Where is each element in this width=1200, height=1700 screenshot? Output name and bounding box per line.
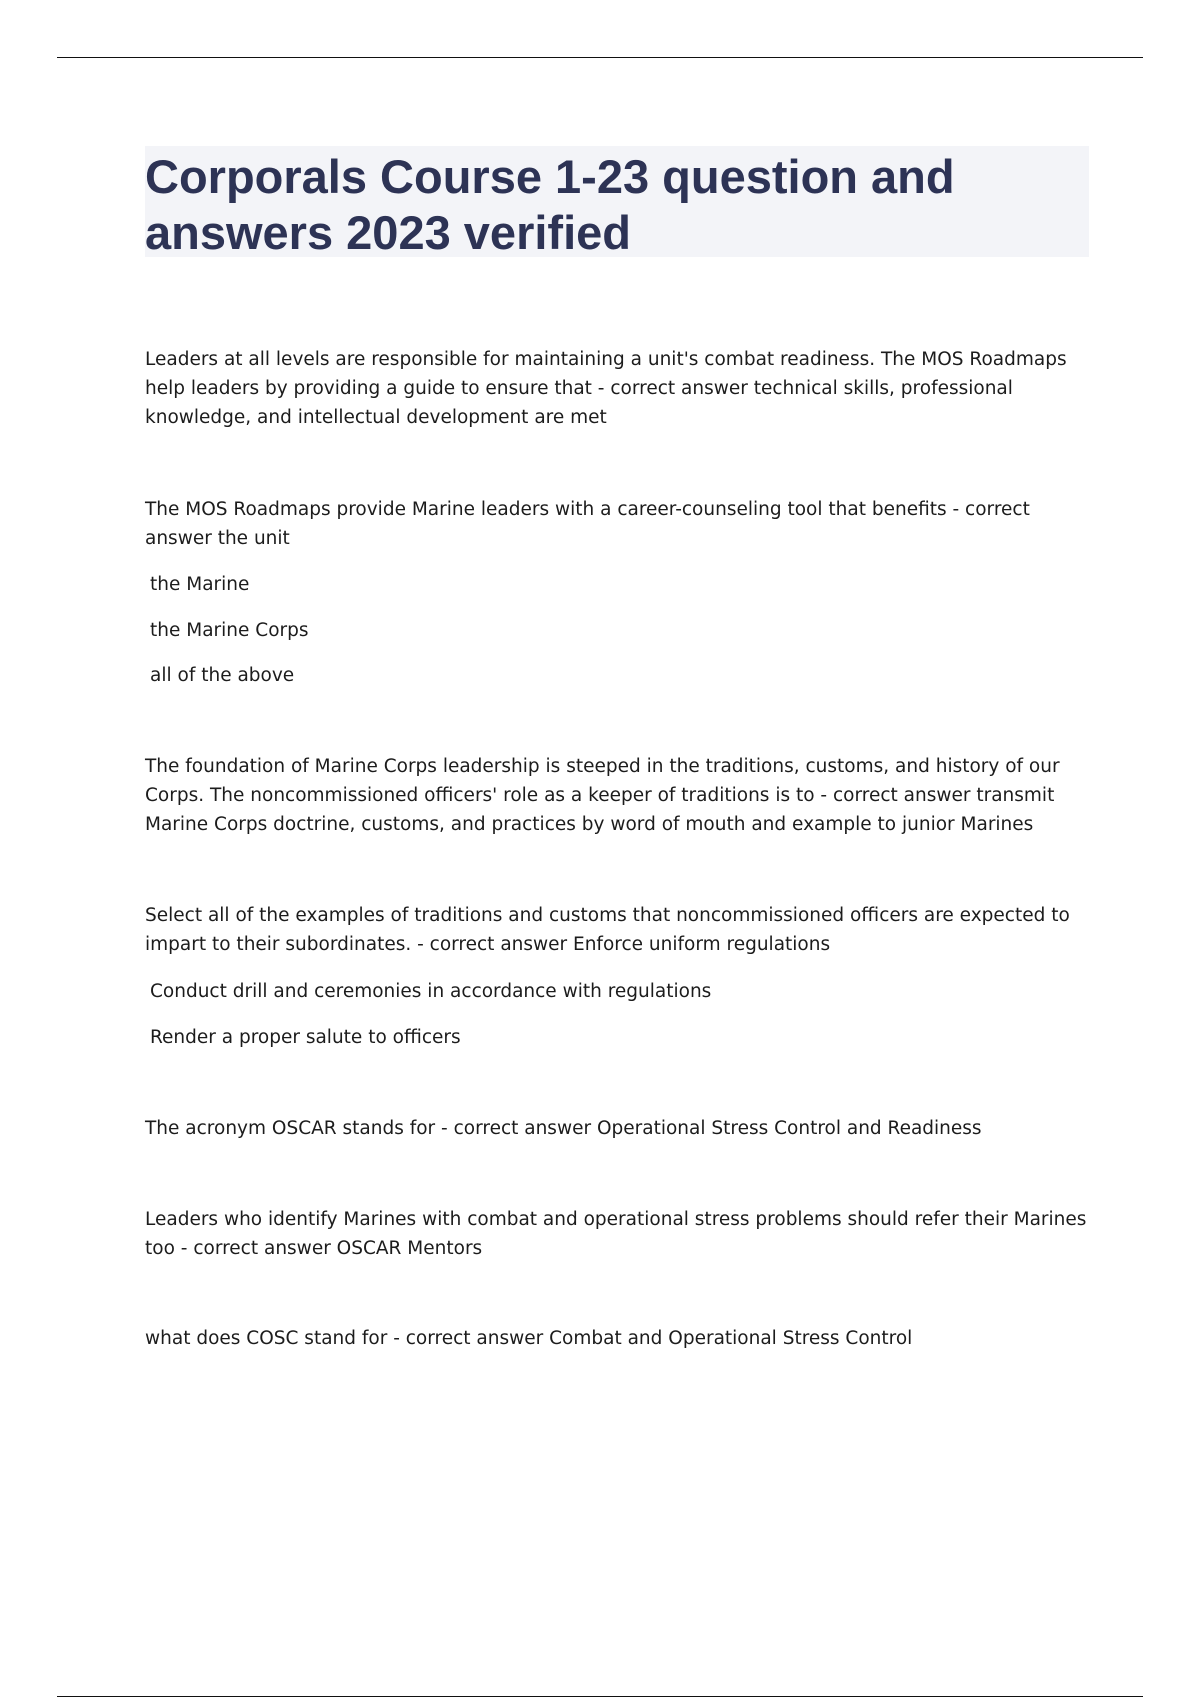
qa-item-4: Select all of the examples of traditions and customs that noncommissioned officers are expected to impart to their subordinates. - correct answer Enforce uniform regulations	[145, 905, 1070, 955]
qa-item-3: The foundation of Marine Corps leadership is steeped in the traditions, customs, and history of our Corps. The noncommissioned officers' role as a keeper of traditions is to - correct answer transmit Marine Corps doctrine, customs, and practices by word of mouth and example to junior Marines	[145, 756, 1060, 835]
qa-item-2-option-1: the Marine	[150, 574, 250, 595]
qa-item-6: Leaders who identify Marines with combat and operational stress problems should refer their Marines too - correct answer OSCAR Mentors	[145, 1209, 1087, 1259]
qa-item-2: The MOS Roadmaps provide Marine leaders with a career-counseling tool that benefits - correct answer the unit	[145, 499, 1030, 549]
qa-item-2-option-2: the Marine Corps	[150, 620, 309, 641]
bottom-rule	[57, 1696, 1143, 1697]
top-rule	[57, 57, 1143, 58]
page-title: Corporals Course 1-23 question and answers 2023 verified	[145, 150, 955, 259]
qa-item-7: what does COSC stand for - correct answer Combat and Operational Stress Control	[145, 1328, 913, 1349]
qa-item-2-option-3: all of the above	[150, 665, 295, 686]
qa-item-4-option-2: Render a proper salute to officers	[150, 1027, 461, 1048]
title-banner	[145, 146, 1089, 257]
qa-item-4-option-1: Conduct drill and ceremonies in accordance with regulations	[150, 981, 712, 1002]
qa-item-1: Leaders at all levels are responsible for maintaining a unit's combat readiness. The MOS Roadmaps help leaders by providing a guide to ensure that - correct answer technical skills, professional knowledge, and intellectual development are met	[145, 349, 1067, 428]
qa-item-5: The acronym OSCAR stands for - correct answer Operational Stress Control and Readiness	[145, 1118, 982, 1139]
